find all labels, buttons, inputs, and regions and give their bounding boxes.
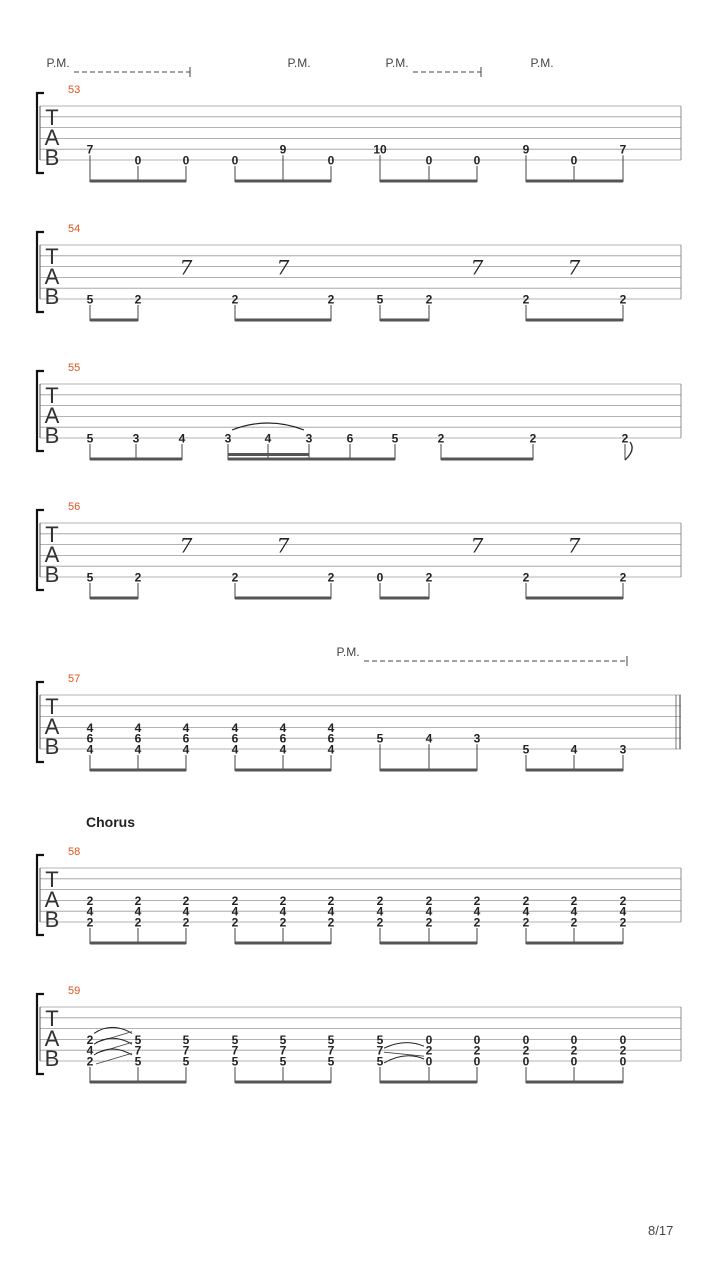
- fret-number: 4: [473, 904, 481, 919]
- fret-number: 2: [86, 893, 94, 908]
- fret-number: 6: [279, 731, 287, 746]
- fret-number: 5: [279, 1054, 287, 1069]
- fret-number: 2: [529, 431, 537, 446]
- fret-number: 2: [231, 292, 239, 307]
- tab-clef-letter: B: [44, 423, 60, 448]
- fret-number: 2: [570, 893, 578, 908]
- tab-clef-letter: A: [44, 403, 60, 428]
- fret-number: 2: [619, 915, 627, 930]
- fret-number: 2: [86, 1054, 94, 1069]
- fret-number: 0: [619, 1032, 627, 1047]
- fret-number: 2: [473, 1043, 481, 1058]
- fret-number: 4: [182, 904, 190, 919]
- fret-number: 7: [86, 142, 94, 157]
- fret-number: 9: [522, 142, 530, 157]
- beam: [235, 1081, 331, 1084]
- fret-number: 3: [224, 431, 232, 446]
- measure-number: 55: [68, 362, 81, 374]
- fret-number: 0: [134, 153, 142, 168]
- beam: [235, 180, 331, 183]
- beam: [526, 597, 623, 600]
- fret-number: 2: [376, 915, 384, 930]
- fret-number: 0: [182, 153, 190, 168]
- fret-number: 3: [473, 731, 481, 746]
- fret-number: 0: [473, 153, 481, 168]
- measure-number: 56: [68, 501, 81, 513]
- fret-number: 2: [134, 570, 142, 585]
- fret-number: 5: [231, 1032, 239, 1047]
- beam: [90, 319, 138, 322]
- fret-number: 2: [522, 570, 530, 585]
- beam: [526, 180, 623, 183]
- fret-number: 0: [473, 1032, 481, 1047]
- fret-number: 4: [570, 904, 578, 919]
- eighth-rest: 7: [276, 255, 290, 280]
- beam: [235, 769, 331, 772]
- fret-number: 0: [522, 1054, 530, 1069]
- tab-clef-letter: T: [45, 694, 59, 719]
- beam: [380, 1081, 477, 1084]
- fret-number: 2: [621, 431, 629, 446]
- fret-number: 2: [425, 570, 433, 585]
- fret-number: 2: [279, 915, 287, 930]
- fret-number: 2: [619, 292, 627, 307]
- fret-number: 7: [279, 1043, 287, 1058]
- slide-arc: [384, 1056, 424, 1063]
- fret-number: 7: [231, 1043, 239, 1058]
- tab-clef-letter: B: [44, 284, 60, 309]
- fret-number: 4: [327, 904, 335, 919]
- fret-number: 5: [182, 1032, 190, 1047]
- slide-arc: [384, 1043, 424, 1049]
- fret-number: 4: [231, 720, 239, 735]
- fret-number: 0: [570, 1054, 578, 1069]
- fret-number: 4: [522, 904, 530, 919]
- fret-number: 0: [425, 153, 433, 168]
- fret-number: 4: [231, 904, 239, 919]
- palm-mute-label: P.M.: [385, 56, 409, 70]
- fret-number: 2: [279, 893, 287, 908]
- beam: [441, 458, 533, 461]
- beam: [526, 1081, 623, 1084]
- tab-clef-letter: T: [45, 244, 59, 269]
- beam: [235, 319, 331, 322]
- beam: [380, 942, 477, 945]
- fret-number: 5: [279, 1032, 287, 1047]
- fret-number: 7: [182, 1043, 190, 1058]
- fret-number: 5: [327, 1054, 335, 1069]
- fret-number: 4: [425, 731, 433, 746]
- fret-number: 2: [231, 915, 239, 930]
- beam: [90, 1081, 186, 1084]
- fret-number: 6: [327, 731, 335, 746]
- tab-system-53: [37, 56, 681, 183]
- measure-number: 53: [68, 84, 81, 96]
- beam: [90, 769, 186, 772]
- palm-mute-label: P.M.: [530, 56, 554, 70]
- eighth-rest: 7: [470, 255, 484, 280]
- palm-mute-label: P.M.: [46, 56, 70, 70]
- fret-number: 2: [570, 1043, 578, 1058]
- tab-clef-letter: T: [45, 1006, 59, 1031]
- eighth-rest: 7: [567, 533, 581, 558]
- fret-number: 5: [376, 1032, 384, 1047]
- beam: [90, 180, 186, 183]
- fret-number: 2: [327, 915, 335, 930]
- fret-number: 2: [182, 915, 190, 930]
- fret-number: 2: [134, 915, 142, 930]
- fret-number: 4: [279, 742, 287, 757]
- tab-clef-letter: B: [44, 145, 60, 170]
- fret-number: 7: [327, 1043, 335, 1058]
- beam: [90, 942, 186, 945]
- beam: [380, 769, 477, 772]
- fret-number: 4: [134, 904, 142, 919]
- fret-number: 2: [327, 570, 335, 585]
- beam: [380, 597, 429, 600]
- fret-number: 6: [231, 731, 239, 746]
- beam: [235, 942, 331, 945]
- eighth-rest: 7: [179, 533, 193, 558]
- fret-number: 5: [522, 742, 530, 757]
- fret-number: 4: [134, 742, 142, 757]
- fret-number: 2: [437, 431, 445, 446]
- fret-number: 2: [522, 893, 530, 908]
- fret-number: 10: [373, 142, 387, 157]
- fret-number: 2: [619, 1043, 627, 1058]
- tab-system-56: [37, 501, 681, 600]
- tab-clef-letter: A: [44, 542, 60, 567]
- fret-number: 4: [327, 720, 335, 735]
- fret-number: 4: [327, 742, 335, 757]
- fret-number: 5: [86, 431, 94, 446]
- fret-number: 4: [619, 904, 627, 919]
- fret-number: 2: [376, 893, 384, 908]
- fret-number: 0: [376, 570, 384, 585]
- tab-clef-letter: A: [44, 125, 60, 150]
- tab-clef-letter: B: [44, 907, 60, 932]
- beam-sixteenth: [228, 453, 309, 456]
- eighth-rest: 7: [276, 533, 290, 558]
- fret-number: 2: [425, 915, 433, 930]
- fret-number: 5: [134, 1032, 142, 1047]
- fret-number: 4: [86, 1043, 94, 1058]
- beam: [526, 942, 623, 945]
- fret-number: 4: [425, 904, 433, 919]
- tab-system-57: [37, 645, 681, 772]
- fret-number: 2: [473, 893, 481, 908]
- fret-number: 7: [619, 142, 627, 157]
- beam: [380, 319, 429, 322]
- fret-number: 5: [376, 292, 384, 307]
- measure-number: 54: [68, 223, 81, 235]
- fret-number: 5: [86, 292, 94, 307]
- fret-number: 4: [86, 904, 94, 919]
- beam: [90, 458, 182, 461]
- fret-number: 4: [182, 720, 190, 735]
- fret-number: 0: [570, 1032, 578, 1047]
- fret-number: 4: [86, 742, 94, 757]
- fret-number: 2: [619, 893, 627, 908]
- measure-number: 59: [68, 985, 81, 997]
- fret-number: 6: [346, 431, 354, 446]
- fret-number: 0: [570, 153, 578, 168]
- fret-number: 6: [86, 731, 94, 746]
- tab-clef-letter: T: [45, 867, 59, 892]
- fret-number: 4: [279, 904, 287, 919]
- fret-number: 2: [619, 570, 627, 585]
- beam: [526, 769, 623, 772]
- eighth-rest: 7: [567, 255, 581, 280]
- fret-number: 4: [570, 742, 578, 757]
- section-label-chorus: Chorus: [86, 814, 135, 830]
- fret-number: 4: [86, 720, 94, 735]
- fret-number: 7: [376, 1043, 384, 1058]
- beam: [235, 597, 331, 600]
- fret-number: 2: [182, 893, 190, 908]
- tab-clef-letter: A: [44, 887, 60, 912]
- fret-number: 2: [570, 915, 578, 930]
- fret-number: 2: [425, 893, 433, 908]
- palm-mute-label: P.M.: [336, 645, 360, 659]
- fret-number: 2: [327, 893, 335, 908]
- beam: [228, 458, 395, 461]
- fret-number: 4: [134, 720, 142, 735]
- fret-number: 7: [134, 1043, 142, 1058]
- tab-clef-letter: B: [44, 1046, 60, 1071]
- eighth-rest: 7: [179, 255, 193, 280]
- fret-number: 3: [132, 431, 140, 446]
- fret-number: 6: [182, 731, 190, 746]
- fret-number: 0: [473, 1054, 481, 1069]
- fret-number: 2: [425, 1043, 433, 1058]
- fret-number: 0: [425, 1054, 433, 1069]
- fret-number: 4: [178, 431, 186, 446]
- fret-number: 2: [522, 1043, 530, 1058]
- fret-number: 5: [327, 1032, 335, 1047]
- tab-clef-letter: A: [44, 1026, 60, 1051]
- fret-number: 4: [231, 742, 239, 757]
- tab-clef-letter: B: [44, 562, 60, 587]
- fret-number: 2: [327, 292, 335, 307]
- fret-number: 0: [425, 1032, 433, 1047]
- fret-number: 2: [86, 915, 94, 930]
- fret-number: 0: [619, 1054, 627, 1069]
- fret-number: 0: [522, 1032, 530, 1047]
- slur-arc: [232, 423, 304, 430]
- tab-system-54: [37, 223, 681, 322]
- tab-system-59: [37, 985, 681, 1084]
- tab-system-55: [37, 362, 681, 461]
- page-number: 8/17: [648, 1223, 674, 1238]
- fret-number: 2: [231, 893, 239, 908]
- measure-number: 57: [68, 673, 81, 685]
- slide-line: [96, 1053, 132, 1064]
- fret-number: 3: [305, 431, 313, 446]
- beam: [380, 180, 477, 183]
- tab-clef-letter: T: [45, 383, 59, 408]
- fret-number: 2: [134, 292, 142, 307]
- fret-number: 2: [522, 292, 530, 307]
- tab-clef-letter: B: [44, 734, 60, 759]
- tab-clef-letter: T: [45, 522, 59, 547]
- fret-number: 5: [376, 731, 384, 746]
- eighth-rest: 7: [470, 533, 484, 558]
- fret-number: 4: [182, 742, 190, 757]
- fret-number: 5: [391, 431, 399, 446]
- fret-number: 4: [279, 720, 287, 735]
- tab-clef-letter: T: [45, 105, 59, 130]
- fret-number: 0: [231, 153, 239, 168]
- tab-clef-letter: A: [44, 714, 60, 739]
- fret-number: 4: [376, 904, 384, 919]
- beam: [526, 319, 623, 322]
- fret-number: 5: [182, 1054, 190, 1069]
- fret-number: 0: [327, 153, 335, 168]
- fret-number: 5: [231, 1054, 239, 1069]
- fret-number: 9: [279, 142, 287, 157]
- tab-clef-letter: A: [44, 264, 60, 289]
- fret-number: 5: [134, 1054, 142, 1069]
- fret-number: 2: [522, 915, 530, 930]
- fret-number: 5: [86, 570, 94, 585]
- fret-number: 6: [134, 731, 142, 746]
- measure-number: 58: [68, 846, 81, 858]
- fret-number: 4: [264, 431, 272, 446]
- palm-mute-label: P.M.: [287, 56, 311, 70]
- fret-number: 2: [473, 915, 481, 930]
- fret-number: 2: [231, 570, 239, 585]
- fret-number: 2: [134, 893, 142, 908]
- fret-number: 5: [376, 1054, 384, 1069]
- fret-number: 2: [425, 292, 433, 307]
- tab-system-58: [37, 846, 681, 945]
- fret-number: 3: [619, 742, 627, 757]
- beam: [90, 597, 138, 600]
- fret-number: 2: [86, 1032, 94, 1047]
